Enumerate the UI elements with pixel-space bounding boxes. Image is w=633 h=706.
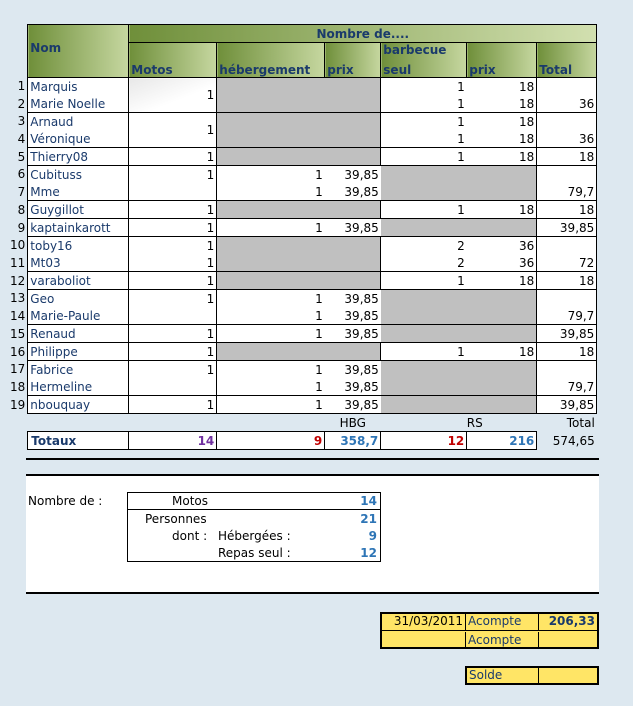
bbq-cell: 1 — [381, 95, 467, 113]
summary-hebergees-label: Hébergées : — [218, 529, 291, 543]
heb-prix-cell: 39,85 — [325, 219, 381, 237]
bbq-cell: 2 — [381, 237, 467, 255]
bbq-prix-cell: 36 — [467, 237, 537, 255]
summary-personnes-label: Personnes — [145, 512, 207, 526]
heb-cell: 1 — [217, 396, 325, 414]
name-cell: Renaud — [28, 325, 129, 343]
bbq-cell: 1 — [381, 272, 467, 290]
bbq-empty — [381, 166, 537, 201]
name-cell: kaptainkarott — [28, 219, 129, 237]
acompte-label-1: Acompte — [468, 614, 522, 628]
motos-cell: 1 — [129, 78, 217, 113]
row-number: 7 — [17, 184, 26, 199]
bbq-prix-cell: 18 — [467, 95, 537, 113]
total-cell: 39,85 — [537, 219, 597, 237]
total-cell: 39,85 — [537, 325, 597, 343]
header-total: Total — [537, 43, 597, 78]
bbq-cell: 1 — [381, 78, 467, 96]
header-seul: seul — [381, 60, 467, 78]
heb-prix-cell: 39,85 — [325, 325, 381, 343]
header-prix-heb: prix — [325, 43, 381, 78]
heb-prix-cell: 39,85 — [325, 396, 381, 414]
total-cell — [537, 78, 597, 96]
total-cell: 18 — [537, 272, 597, 290]
total-cell: 79,7 — [537, 183, 597, 201]
row-number: 13 — [10, 291, 26, 306]
motos-cell — [129, 378, 217, 396]
summary-panel — [26, 474, 599, 594]
total-cell: 18 — [537, 201, 597, 219]
total-cell: 18 — [537, 343, 597, 361]
motos-cell: 1 — [129, 113, 217, 148]
motos-cell: 1 — [129, 396, 217, 414]
name-cell: Cubituss — [28, 166, 129, 184]
heb-empty — [217, 148, 381, 166]
bbq-cell: 1 — [381, 343, 467, 361]
row-number: 12 — [10, 273, 26, 288]
heb-cell: 1 — [217, 325, 325, 343]
separator-top — [26, 458, 599, 460]
total-cell: 39,85 — [537, 396, 597, 414]
header-barbecue: barbecue — [381, 43, 467, 61]
acompte-row-1 — [382, 614, 597, 631]
heb-cell: 1 — [217, 361, 325, 379]
summary-personnes-value: 21 — [360, 512, 377, 526]
solde-label: Solde — [469, 668, 503, 682]
total-cell — [537, 113, 597, 131]
name-cell: Thierry08 — [28, 148, 129, 166]
motos-cell: 1 — [129, 325, 217, 343]
summary-hebergees-value: 9 — [368, 529, 377, 543]
row-number: 2 — [17, 96, 26, 111]
row-number: 6 — [17, 167, 26, 182]
total-cell: 36 — [537, 95, 597, 113]
bbq-prix-cell: 18 — [467, 201, 537, 219]
bbq-prix-cell: 18 — [467, 78, 537, 96]
row-number: 9 — [17, 220, 26, 235]
header-nom: Nom — [28, 25, 129, 78]
heb-empty — [217, 237, 381, 272]
acompte-row-2 — [382, 632, 597, 649]
acompte-box — [380, 612, 599, 649]
heb-prix-cell: 39,85 — [325, 183, 381, 201]
bbq-cell: 1 — [381, 130, 467, 148]
rs-label: RS — [466, 415, 483, 430]
totaux-label: Totaux — [28, 432, 129, 450]
bbq-prix-cell: 18 — [467, 148, 537, 166]
total-bbq: 12 — [381, 432, 467, 450]
header-motos: Motos — [129, 43, 217, 78]
row-number: 4 — [17, 131, 26, 146]
heb-cell: 1 — [217, 378, 325, 396]
name-cell: nbouquay — [28, 396, 129, 414]
bbq-prix-cell: 18 — [467, 272, 537, 290]
row-number: 10 — [10, 238, 26, 253]
row-number: 17 — [10, 362, 26, 377]
motos-cell: 1 — [129, 237, 217, 255]
total-label: Total — [566, 415, 595, 430]
motos-cell — [129, 307, 217, 325]
name-cell: toby16 — [28, 237, 129, 255]
row-number: 16 — [10, 344, 26, 359]
total-motos: 14 — [129, 432, 217, 450]
heb-cell: 1 — [217, 183, 325, 201]
summary-box — [127, 492, 381, 562]
acompte-date-empty — [382, 632, 466, 649]
name-cell: Guygillot — [28, 201, 129, 219]
bbq-prix-cell: 18 — [467, 130, 537, 148]
total-cell — [537, 290, 597, 308]
motos-cell: 1 — [129, 254, 217, 272]
acompte-label-2: Acompte — [468, 633, 522, 647]
row-number: 5 — [17, 149, 26, 164]
grand-total: 574,65 — [552, 433, 595, 448]
summary-motos-label: Motos — [172, 494, 208, 508]
bbq-empty — [381, 290, 537, 325]
header-prix-bbq: prix — [467, 43, 537, 78]
name-cell: Marie Noelle — [28, 95, 129, 113]
row-number: 8 — [17, 202, 26, 217]
summary-dont-label: dont : — [172, 529, 208, 543]
name-cell: varaboliot — [28, 272, 129, 290]
motos-cell: 1 — [129, 148, 217, 166]
acompte-value-1: 206,33 — [538, 614, 597, 631]
motos-cell: 1 — [129, 201, 217, 219]
bbq-empty — [381, 219, 537, 237]
motos-cell: 1 — [129, 272, 217, 290]
bbq-cell: 1 — [381, 148, 467, 166]
inscriptions-table — [8, 24, 597, 450]
summary-repas-value: 12 — [360, 546, 377, 560]
total-cell: 79,7 — [537, 378, 597, 396]
name-cell: Philippe — [28, 343, 129, 361]
bbq-empty — [381, 396, 537, 414]
acompte-value-2 — [538, 632, 597, 649]
bbq-empty — [381, 361, 537, 396]
name-cell: Geo — [28, 290, 129, 308]
bbq-cell: 1 — [381, 113, 467, 131]
heb-empty — [217, 113, 381, 148]
heb-prix-cell: 39,85 — [325, 307, 381, 325]
row-number: 19 — [10, 397, 26, 412]
motos-cell: 1 — [129, 361, 217, 379]
row-number: 14 — [10, 308, 26, 323]
motos-cell — [129, 183, 217, 201]
total-cell: 36 — [537, 130, 597, 148]
row-number: 1 — [17, 79, 26, 94]
bbq-prix-cell: 36 — [467, 254, 537, 272]
motos-cell: 1 — [129, 343, 217, 361]
heb-empty — [217, 78, 381, 113]
total-cell — [537, 237, 597, 255]
total-heb: 9 — [217, 432, 325, 450]
heb-prix-cell: 39,85 — [325, 166, 381, 184]
name-cell: Marie-Paule — [28, 307, 129, 325]
total-bbq-prix: 216 — [467, 432, 537, 450]
summary-repas-label: Repas seul : — [218, 546, 291, 560]
header-hebergement: hébergement — [217, 43, 325, 78]
bbq-cell: 2 — [381, 254, 467, 272]
heb-cell: 1 — [217, 290, 325, 308]
heb-empty — [217, 272, 381, 290]
row-number: 3 — [17, 114, 26, 129]
summary-motos-row — [128, 493, 380, 510]
solde-box — [465, 666, 599, 685]
total-cell — [537, 166, 597, 184]
summary-motos-value: 14 — [360, 494, 377, 508]
total-cell: 79,7 — [537, 307, 597, 325]
total-heb-prix: 358,7 — [325, 432, 381, 450]
heb-prix-cell: 39,85 — [325, 361, 381, 379]
hbg-label: HBG — [339, 415, 366, 430]
heb-empty — [217, 201, 381, 219]
header-nombre-de: Nombre de.... — [129, 25, 597, 43]
name-cell: Mme — [28, 183, 129, 201]
total-cell — [537, 361, 597, 379]
motos-cell: 1 — [129, 290, 217, 308]
row-number: 18 — [10, 379, 26, 394]
row-number: 11 — [10, 255, 26, 270]
motos-cell: 1 — [129, 166, 217, 184]
bbq-empty — [381, 325, 537, 343]
name-cell: Hermeline — [28, 378, 129, 396]
heb-cell: 1 — [217, 307, 325, 325]
name-cell: Véronique — [28, 130, 129, 148]
name-cell: Marquis — [28, 78, 129, 96]
bbq-cell: 1 — [381, 201, 467, 219]
row-number: 15 — [10, 326, 26, 341]
name-cell: Arnaud — [28, 113, 129, 131]
total-cell: 72 — [537, 254, 597, 272]
heb-cell: 1 — [217, 166, 325, 184]
solde-value — [538, 668, 597, 683]
name-cell: Mt03 — [28, 254, 129, 272]
acompte-date: 31/03/2011 — [382, 614, 466, 631]
bbq-prix-cell: 18 — [467, 343, 537, 361]
bbq-prix-cell: 18 — [467, 113, 537, 131]
heb-empty — [217, 343, 381, 361]
total-cell: 18 — [537, 148, 597, 166]
heb-prix-cell: 39,85 — [325, 290, 381, 308]
name-cell: Fabrice — [28, 361, 129, 379]
heb-prix-cell: 39,85 — [325, 378, 381, 396]
heb-cell: 1 — [217, 219, 325, 237]
summary-title: Nombre de : — [28, 494, 103, 508]
motos-cell: 1 — [129, 219, 217, 237]
